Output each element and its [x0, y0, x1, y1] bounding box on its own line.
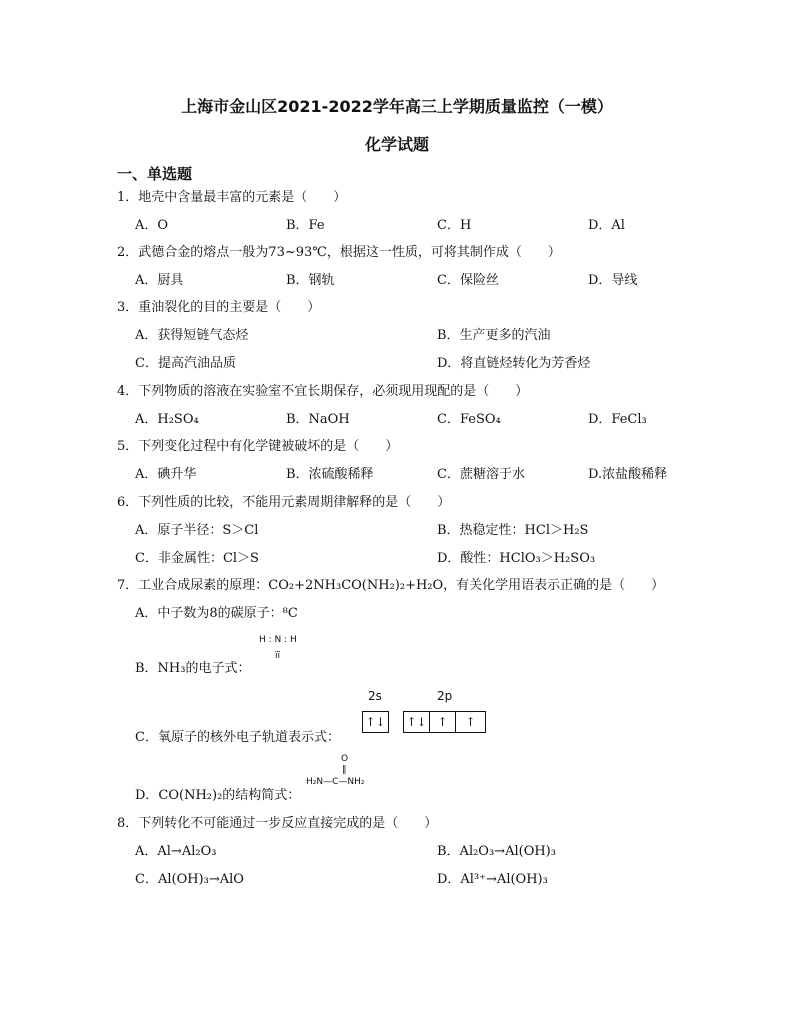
question-stem: 下列转化不可能通过一步反应直接完成的是（ ）: [138, 816, 438, 831]
orbital-box-2p-2: ↑: [429, 711, 456, 733]
q5-option-d: D.浓盐酸稀释: [588, 467, 668, 482]
q4-option-d: D．FeCl₃: [588, 412, 647, 427]
document-subtitle: 化学试题: [364, 135, 429, 154]
nh3-electron-line: H : N : H: [259, 635, 297, 645]
q4-option-c: C．FeSO₄: [437, 412, 501, 427]
question-1: 1．地壳中含量最丰富的元素是（ ）: [117, 190, 347, 205]
question-stem: 重油裂化的目的主要是（ ）: [138, 300, 321, 315]
q3-option-c: C．提高汽油品质: [135, 356, 236, 371]
q4-option-a: A．H₂SO₄: [135, 412, 199, 427]
urea-oxygen: O: [341, 754, 349, 764]
question-stem: 武德合金的熔点一般为73~93℃，根据这一性质，可将其制作成（ ）: [138, 245, 561, 260]
q2-option-a: A．厨具: [135, 273, 184, 288]
question-stem: 下列性质的比较，不能用元素周期律解释的是（ ）: [138, 495, 451, 510]
orbital-box-2p-3: ↑: [455, 711, 486, 733]
q1-option-a: A．O: [135, 218, 169, 233]
q6-option-a: A．原子半径：S＞Cl: [135, 523, 259, 538]
q2-option-b: B．钢轨: [286, 273, 335, 288]
q2-option-c: C．保险丝: [437, 273, 499, 288]
question-stem: 工业合成尿素的原理：CO₂+2NH₃CO(NH₂)₂+H₂O，有关化学用语表示正确的是（ ）: [138, 578, 665, 593]
orbital-box-2p-1: ↑↓: [403, 711, 430, 733]
question-number: 1: [117, 190, 126, 205]
question-2: 2．武德合金的熔点一般为73~93℃，根据这一性质，可将其制作成（ ）: [117, 245, 561, 260]
q5-option-a: A．碘升华: [135, 467, 197, 482]
urea-double-bond: ‖: [342, 765, 347, 775]
question-stem: 下列物质的溶液在实验室不宜长期保存，必须现用现配的是（ ）: [138, 384, 529, 399]
q7-option-b: B．NH₃的电子式：: [135, 661, 251, 676]
question-6: 6．下列性质的比较，不能用元素周期律解释的是（ ）: [117, 495, 451, 510]
question-number: 8: [117, 816, 126, 831]
question-number: 2: [117, 245, 126, 260]
q8-option-b: B．Al₂O₃→Al(OH)₃: [437, 844, 556, 859]
q8-option-a: A．Al→Al₂O₃: [135, 844, 217, 859]
question-3: 3．重油裂化的目的主要是（ ）: [117, 300, 321, 315]
question-5: 5．下列变化过程中有化学键被破坏的是（ ）: [117, 439, 399, 454]
q7-option-d: D．CO(NH₂)₂的结构简式：: [135, 788, 301, 803]
orbital-box-2s: ↑↓: [362, 711, 389, 733]
q8-option-d: D．Al³⁺→Al(OH)₃: [437, 872, 548, 887]
question-7: 7．工业合成尿素的原理：CO₂+2NH₃CO(NH₂)₂+H₂O，有关化学用语表示正确的是（ ）: [117, 578, 665, 593]
question-stem: 下列变化过程中有化学键被破坏的是（ ）: [138, 439, 399, 454]
question-8: 8．下列转化不可能通过一步反应直接完成的是（ ）: [117, 816, 438, 831]
q6-option-b: B．热稳定性：HCl＞H₂S: [437, 523, 589, 538]
question-number: 3: [117, 300, 126, 315]
q7-option-a: A．中子数为8的碳原子：⁸C: [135, 606, 298, 621]
question-number: 5: [117, 439, 126, 454]
q1-option-c: C．H: [437, 218, 472, 233]
q1-option-d: D．Al: [588, 218, 625, 233]
q4-option-b: B．NaOH: [286, 412, 350, 427]
question-number: 7: [117, 578, 126, 593]
urea-main-chain: H₂N—C—NH₂: [306, 777, 365, 787]
q2-option-d: D．导线: [588, 273, 638, 288]
question-stem: 地壳中含量最丰富的元素是（ ）: [138, 190, 347, 205]
q5-option-c: C．蔗糖溶于水: [437, 467, 525, 482]
q3-option-b: B．生产更多的汽油: [437, 328, 551, 343]
q7-option-c: C．氧原子的核外电子轨道表示式：: [135, 730, 340, 745]
q6-option-c: C．非金属性：Cl＞S: [135, 551, 259, 566]
orbital-label-2s: 2s: [368, 689, 382, 703]
q3-option-d: D．将直链烃转化为芳香烃: [437, 356, 591, 371]
q6-option-d: D．酸性：HClO₃＞H₂SO₃: [437, 551, 596, 566]
document-title: 上海市金山区2021-2022学年高三上学期质量监控（一模）: [181, 97, 613, 116]
q3-option-a: A．获得短链气态烃: [135, 328, 249, 343]
orbital-label-2p: 2p: [437, 689, 453, 703]
q8-option-c: C．Al(OH)₃→AlO: [135, 872, 244, 887]
q5-option-b: B．浓硫酸稀释: [286, 467, 374, 482]
nh3-electron-bottom: ïï: [275, 651, 281, 661]
section-heading: 一、单选题: [117, 165, 193, 183]
question-number: 6: [117, 495, 126, 510]
q1-option-b: B．Fe: [286, 218, 325, 233]
question-4: 4．下列物质的溶液在实验室不宜长期保存，必须现用现配的是（ ）: [117, 384, 529, 399]
question-number: 4: [117, 384, 126, 399]
